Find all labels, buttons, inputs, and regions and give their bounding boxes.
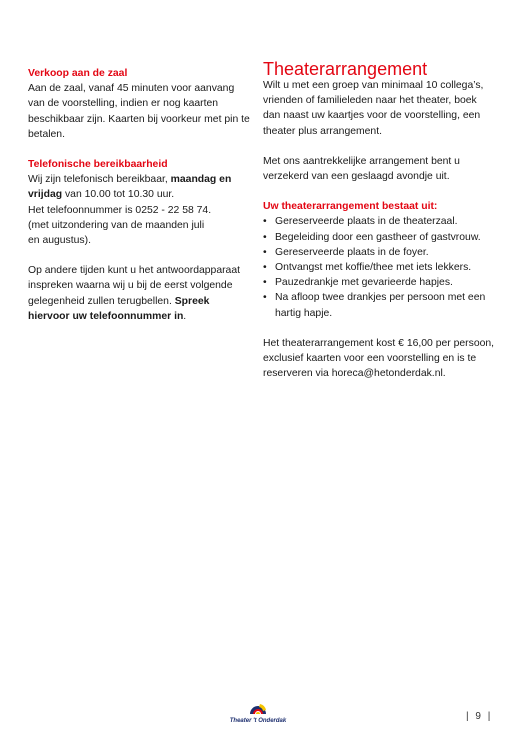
phone-exception-months: en augustus). (28, 235, 91, 247)
sale-heading: Verkoop aan de zaal (28, 68, 128, 79)
arrangement-list (263, 214, 495, 320)
arrangement-title: Theaterarrangement (263, 59, 428, 79)
theater-logo (228, 698, 288, 728)
phone-number-text: Het telefoonnummer is 0252 - 22 58 74. (28, 204, 212, 216)
left-column (28, 66, 250, 339)
phone-exception-text: (met uitzondering van de maanden juli (28, 219, 205, 231)
list-item: • Pauzedrankje met gevarieerde hapjes. (263, 275, 495, 290)
list-item: • Gereserveerde plaats in de foyer. (263, 245, 495, 260)
list-item: • Gereserveerde plaats in de theaterzaal. (263, 214, 495, 229)
phone-heading: Telefonische bereikbaarheid (28, 159, 168, 171)
list-item: • Begeleiding door een gastheer of gastvrouw. (263, 230, 495, 245)
page-number: | 9 | (466, 711, 493, 722)
answering-machine-section (28, 263, 250, 324)
arrangement-promise: Met ons aantrekkelijke arrangement bent u verzekerd van een geslaagd avondje uit. (263, 155, 460, 183)
arrangement-list-heading: Uw theaterarrangement bestaat uit: (263, 201, 438, 213)
sale-text: Aan de zaal, vanaf 45 minuten voor aanvang van de voorstelling, indien er nog kaarten beschikbaar zijn. Kaarten bij voorkeur met pin te betalen. (28, 83, 250, 140)
answering-machine-end: . (183, 310, 187, 322)
phone-hours-time: van 10.00 tot 10.30 uur. (62, 189, 175, 201)
arrangement-intro: Wilt u met een groep van minimaal 10 collega’s, vrienden of familieleden naar het theater, boek dan naast uw kaartjes voor de voorstelling, een theater plus arrangement. (263, 80, 484, 137)
answering-machine-text: Op andere tijden kunt u het antwoordapparaat inspreken waarna wij u bij de eerst volgende gelegenheid zullen terugbellen. (28, 265, 241, 307)
phone-days: maandag en vrijdag (28, 174, 232, 201)
right-column (263, 59, 495, 396)
sale-section (28, 66, 250, 142)
arrangement-price: Het theaterarrangement kost € 16,00 per persoon, exclusief kaarten voor een voorstelling en is te reserveren via horeca@hetonderdak.nl. (263, 337, 495, 380)
logo-text: Theater 't Onderdak (229, 718, 287, 724)
list-item: • Ontvangst met koffie/thee met iets lekkers. (263, 260, 495, 275)
theater-logo-icon (228, 698, 288, 720)
phone-section (28, 157, 250, 248)
phone-hours-text: Wij zijn telefonisch bereikbaar, (28, 174, 171, 186)
list-item: • Na afloop twee drankjes per persoon met een hartig hapje. (263, 290, 495, 320)
answering-machine-instruction: Spreek hiervoor uw telefoonnummer in (28, 295, 210, 322)
